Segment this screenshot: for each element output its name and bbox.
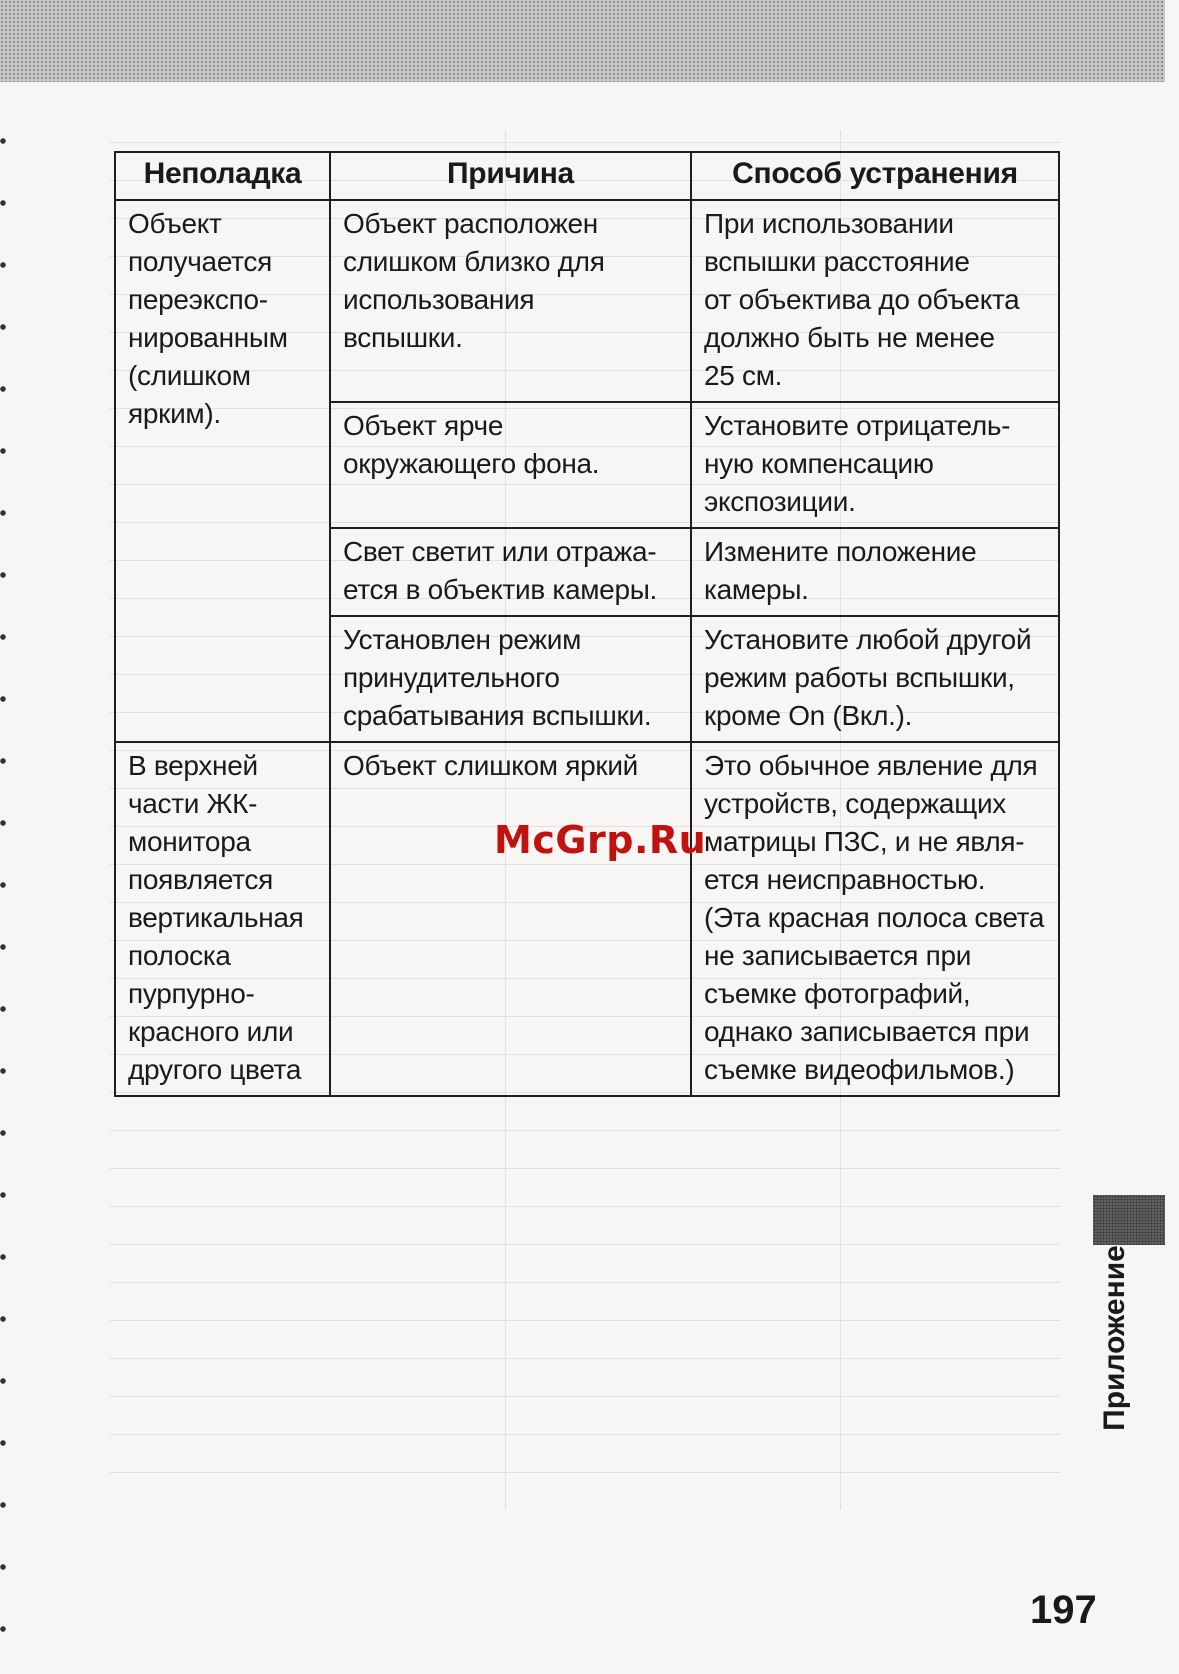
header-problem: Неполадка (115, 152, 330, 200)
solution-text: Установите отрицатель- ную компенсацию экспозиции. (704, 410, 1011, 517)
section-label-text: Приложение (1098, 1244, 1132, 1431)
problem-cell (115, 200, 330, 742)
solution-cell (691, 402, 1059, 528)
table-row (115, 742, 1059, 1096)
solution-cell (691, 616, 1059, 742)
solution-cell (691, 200, 1059, 402)
section-tab-marker (1093, 1195, 1165, 1245)
header-cause: Причина (330, 152, 691, 200)
cause-cell (330, 200, 691, 402)
cause-text: Объект ярче окружающего фона. (343, 410, 600, 479)
cause-text: Свет светит или отража- ется в объектив камеры. (343, 536, 658, 605)
cause-text: Установлен режим принудительного срабатывания вспышки. (343, 624, 652, 731)
page-number: 197 (1030, 1588, 1097, 1632)
solution-text: Это обычное явление для устройств, содержащих матрицы ПЗС, и не явля- ется неисправностью. (Эта красная полоса света не записывается при съемке фотографий, однако записывается при съемке видеофильмов.) (704, 750, 1045, 1085)
top-halftone-band (0, 0, 1165, 82)
cause-cell (330, 742, 691, 1096)
solution-cell (691, 742, 1059, 1096)
table-header-row (115, 152, 1059, 200)
solution-cell (691, 528, 1059, 616)
cause-text: Объект слишком яркий (343, 750, 639, 781)
section-label (1092, 1245, 1138, 1430)
solution-text: Установите любой другой режим работы вспышки, кроме On (Вкл.). (704, 624, 1032, 731)
solution-text: При использовании вспышки расстояние от объектива до объекта должно быть не менее 25 см. (704, 208, 1020, 391)
header-solution: Способ устранения (691, 152, 1059, 200)
table-row (115, 200, 1059, 402)
problem-cell (115, 742, 330, 1096)
cause-cell (330, 402, 691, 528)
problem-text: Объект получается переэкспо- нированным (слишком ярким). (128, 208, 288, 429)
solution-text: Измените положение камеры. (704, 536, 977, 605)
troubleshooting-table (114, 151, 1060, 1097)
cause-cell (330, 528, 691, 616)
cause-text: Объект расположен слишком близко для использования вспышки. (343, 208, 605, 353)
binding-holes (0, 110, 8, 1650)
problem-text: В верхней части ЖК- монитора появляется вертикальная полоска пурпурно- красного или другого цвета (128, 750, 304, 1085)
watermark: McGrp.Ru (494, 818, 707, 862)
cause-cell (330, 616, 691, 742)
